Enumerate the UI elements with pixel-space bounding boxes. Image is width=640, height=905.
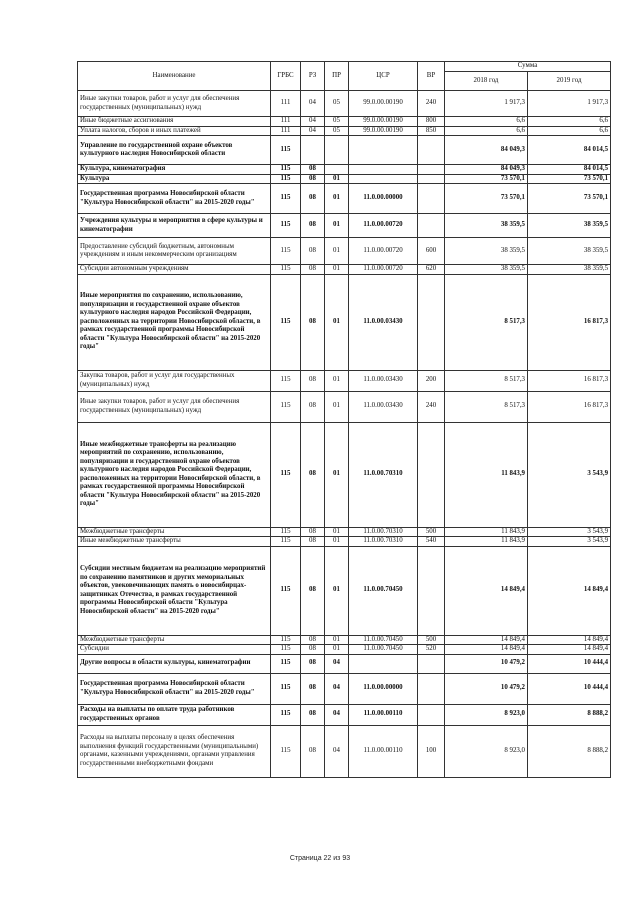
cell-pr: 01 [325, 635, 349, 645]
cell-name: Межбюджетные трансферты [78, 635, 271, 645]
cell-sum-2018: 84 049,3 [445, 165, 528, 175]
cell-name: Иные межбюджетные трансферты [78, 537, 271, 547]
cell-rz: 08 [301, 527, 325, 537]
cell-sum-2018: 11 843,9 [445, 422, 528, 527]
cell-csr [349, 174, 418, 184]
cell-grbs: 115 [271, 274, 301, 370]
cell-csr: 11.0.00.00110 [349, 725, 418, 777]
cell-vr [418, 422, 445, 527]
cell-sum-2019: 73 570,1 [528, 174, 611, 184]
table-row [78, 645, 611, 655]
cell-csr: 99.0.00.00190 [349, 117, 418, 127]
cell-grbs: 115 [271, 422, 301, 527]
cell-vr [418, 673, 445, 704]
cell-sum-2018: 8 517,3 [445, 391, 528, 422]
cell-pr: 01 [325, 645, 349, 655]
cell-name: Уплата налогов, сборов и иных платежей [78, 126, 271, 136]
cell-csr: 11.0.00.03430 [349, 370, 418, 391]
cell-vr: 850 [418, 126, 445, 136]
table-row [78, 527, 611, 537]
cell-rz: 08 [301, 654, 325, 673]
cell-sum-2019: 14 849,4 [528, 546, 611, 635]
cell-csr: 99.0.00.00190 [349, 91, 418, 117]
cell-vr [418, 654, 445, 673]
cell-name: Государственная программа Новосибирской области "Культура Новосибирской области" на 2015-2020 годы" [78, 673, 271, 704]
table-row [78, 265, 611, 275]
cell-grbs: 115 [271, 174, 301, 184]
cell-sum-2019: 8 888,2 [528, 704, 611, 725]
cell-csr: 11.0.00.00110 [349, 704, 418, 725]
cell-rz: 08 [301, 184, 325, 214]
table-row [78, 537, 611, 547]
cell-sum-2018: 84 049,3 [445, 136, 528, 165]
table-row [78, 391, 611, 422]
cell-grbs: 115 [271, 725, 301, 777]
cell-csr: 11.0.00.00720 [349, 214, 418, 238]
col-header-vr: ВР [418, 62, 445, 91]
cell-pr [325, 165, 349, 175]
cell-sum-2019: 16 817,3 [528, 274, 611, 370]
cell-sum-2019: 84 014,5 [528, 136, 611, 165]
table-row [78, 370, 611, 391]
cell-pr [325, 136, 349, 165]
cell-csr: 99.0.00.00190 [349, 126, 418, 136]
table-row [78, 91, 611, 117]
cell-csr: 11.0.00.00000 [349, 673, 418, 704]
cell-csr: 11.0.00.00720 [349, 265, 418, 275]
cell-csr: 11.0.00.00000 [349, 184, 418, 214]
cell-rz: 08 [301, 391, 325, 422]
cell-rz: 04 [301, 126, 325, 136]
cell-pr: 04 [325, 704, 349, 725]
cell-rz: 08 [301, 673, 325, 704]
cell-rz: 08 [301, 422, 325, 527]
cell-grbs: 111 [271, 126, 301, 136]
cell-csr [349, 136, 418, 165]
cell-name: Иные закупки товаров, работ и услуг для обеспечения государственных (муниципальных) нужд [78, 91, 271, 117]
cell-sum-2019: 38 359,5 [528, 238, 611, 265]
cell-pr: 01 [325, 238, 349, 265]
table-row [78, 546, 611, 635]
table-row [78, 274, 611, 370]
cell-grbs: 115 [271, 527, 301, 537]
cell-sum-2018: 38 359,5 [445, 265, 528, 275]
cell-grbs: 115 [271, 165, 301, 175]
cell-name: Учреждения культуры и мероприятия в сфере культуры и кинематографии [78, 214, 271, 238]
cell-vr: 100 [418, 725, 445, 777]
cell-sum-2019: 3 543,9 [528, 422, 611, 527]
cell-grbs: 115 [271, 136, 301, 165]
cell-vr: 200 [418, 370, 445, 391]
col-header-grbs: ГРБС [271, 62, 301, 91]
table-row [78, 214, 611, 238]
cell-grbs: 111 [271, 117, 301, 127]
cell-sum-2018: 8 517,3 [445, 274, 528, 370]
cell-name: Расходы на выплаты персоналу в целях обеспечения выполнения функций государственными (муниципальными) органами, казенными учреждениями, органами управления государственными внебюджетными фондами [78, 725, 271, 777]
cell-name: Иные закупки товаров, работ и услуг для обеспечения государственных (муниципальных) нужд [78, 391, 271, 422]
cell-grbs: 115 [271, 184, 301, 214]
cell-grbs: 115 [271, 214, 301, 238]
cell-sum-2018: 14 849,4 [445, 546, 528, 635]
cell-vr: 500 [418, 527, 445, 537]
cell-sum-2019: 8 888,2 [528, 725, 611, 777]
cell-pr: 04 [325, 654, 349, 673]
table-row [78, 635, 611, 645]
cell-name: Субсидии местным бюджетам на реализацию мероприятий по сохранению памятников и других мемориальных объектов, увековечивающих память о новосибирцах-защитниках Отечества, в рамках государственной программы Новосибирской области "Культура Новосибирской области" на 2015-2020 годы" [78, 546, 271, 635]
col-header-csr: ЦСР [349, 62, 418, 91]
cell-vr [418, 214, 445, 238]
cell-csr: 11.0.00.70450 [349, 645, 418, 655]
cell-name: Предоставление субсидий бюджетным, автономным учреждениям и иным некоммерческим организациям [78, 238, 271, 265]
cell-rz: 08 [301, 725, 325, 777]
cell-grbs: 111 [271, 91, 301, 117]
table-row [78, 422, 611, 527]
cell-pr: 01 [325, 422, 349, 527]
cell-csr: 11.0.00.70450 [349, 546, 418, 635]
cell-rz: 08 [301, 645, 325, 655]
cell-grbs: 115 [271, 537, 301, 547]
cell-rz: 08 [301, 546, 325, 635]
cell-vr [418, 165, 445, 175]
cell-vr: 540 [418, 537, 445, 547]
cell-vr [418, 174, 445, 184]
cell-sum-2018: 8 923,0 [445, 704, 528, 725]
table-row [78, 704, 611, 725]
cell-name: Субсидии автономным учреждениям [78, 265, 271, 275]
budget-table [77, 61, 611, 778]
cell-name: Иные межбюджетные трансферты на реализацию мероприятий по сохранению, использованию, популяризации и государственной охране объектов культурного наследия народов Российской Федерации, расположенных на территории Новосибирской области, в рамках государственной программы Новосибирской области "Культура Новосибирской области" на 2015-2020 годы" [78, 422, 271, 527]
cell-rz: 08 [301, 537, 325, 547]
cell-csr [349, 165, 418, 175]
cell-name: Иные мероприятия по сохранению, использованию, популяризации и государственной охране объектов культурного наследия народов Российской Федерации, расположенных на территории Новосибирской области, в рамках государственной программы Новосибирской области "Культура Новосибирской области" на 2015-2020 годы" [78, 274, 271, 370]
cell-csr: 11.0.00.03430 [349, 391, 418, 422]
table-row [78, 238, 611, 265]
cell-csr: 11.0.00.70450 [349, 635, 418, 645]
cell-grbs: 115 [271, 546, 301, 635]
cell-pr: 05 [325, 91, 349, 117]
cell-vr [418, 704, 445, 725]
cell-sum-2018: 1 917,3 [445, 91, 528, 117]
table-row [78, 725, 611, 777]
cell-sum-2018: 14 849,4 [445, 645, 528, 655]
cell-vr [418, 136, 445, 165]
cell-vr: 620 [418, 265, 445, 275]
cell-pr: 01 [325, 174, 349, 184]
cell-grbs: 115 [271, 391, 301, 422]
cell-sum-2019: 16 817,3 [528, 391, 611, 422]
cell-rz: 08 [301, 704, 325, 725]
cell-sum-2019: 73 570,1 [528, 184, 611, 214]
cell-sum-2019: 1 917,3 [528, 91, 611, 117]
table-body [78, 91, 611, 778]
cell-name: Расходы на выплаты по оплате труда работников государственных органов [78, 704, 271, 725]
table-row [78, 184, 611, 214]
cell-sum-2019: 3 543,9 [528, 537, 611, 547]
cell-sum-2018: 8 923,0 [445, 725, 528, 777]
table-row [78, 165, 611, 175]
col-header-name: Наименование [78, 62, 271, 91]
cell-sum-2018: 8 517,3 [445, 370, 528, 391]
cell-sum-2018: 6,6 [445, 117, 528, 127]
cell-grbs: 115 [271, 654, 301, 673]
budget-table-container [77, 61, 610, 778]
cell-sum-2018: 10 479,2 [445, 673, 528, 704]
cell-pr: 01 [325, 391, 349, 422]
cell-sum-2018: 10 479,2 [445, 654, 528, 673]
cell-csr: 11.0.00.70310 [349, 537, 418, 547]
table-row [78, 174, 611, 184]
cell-pr: 01 [325, 546, 349, 635]
cell-rz [301, 136, 325, 165]
col-header-rz: РЗ [301, 62, 325, 91]
cell-sum-2019: 84 014,5 [528, 165, 611, 175]
cell-sum-2018: 11 843,9 [445, 527, 528, 537]
cell-rz: 08 [301, 174, 325, 184]
cell-name: Государственная программа Новосибирской области "Культура Новосибирской области" на 2015-2020 годы" [78, 184, 271, 214]
cell-pr: 05 [325, 117, 349, 127]
cell-name: Культура, кинематография [78, 165, 271, 175]
cell-vr [418, 184, 445, 214]
cell-vr: 240 [418, 391, 445, 422]
cell-grbs: 115 [271, 704, 301, 725]
cell-rz: 08 [301, 370, 325, 391]
cell-sum-2019: 16 817,3 [528, 370, 611, 391]
cell-rz: 04 [301, 117, 325, 127]
page-number: Страница 22 из 93 [289, 855, 351, 862]
cell-rz: 08 [301, 635, 325, 645]
cell-sum-2018: 73 570,1 [445, 174, 528, 184]
cell-sum-2019: 6,6 [528, 126, 611, 136]
cell-rz: 08 [301, 165, 325, 175]
cell-grbs: 115 [271, 645, 301, 655]
cell-pr: 01 [325, 214, 349, 238]
cell-pr: 04 [325, 673, 349, 704]
cell-vr [418, 274, 445, 370]
cell-grbs: 115 [271, 265, 301, 275]
cell-pr: 05 [325, 126, 349, 136]
cell-sum-2018: 6,6 [445, 126, 528, 136]
cell-grbs: 115 [271, 370, 301, 391]
cell-rz: 08 [301, 214, 325, 238]
cell-vr: 600 [418, 238, 445, 265]
cell-rz: 04 [301, 91, 325, 117]
cell-grbs: 115 [271, 673, 301, 704]
cell-sum-2018: 11 843,9 [445, 537, 528, 547]
table-row [78, 673, 611, 704]
cell-pr: 01 [325, 265, 349, 275]
cell-name: Управление по государственной охране объектов культурного наследия Новосибирской области [78, 136, 271, 165]
cell-sum-2019: 38 359,5 [528, 214, 611, 238]
cell-csr: 11.0.00.70310 [349, 422, 418, 527]
cell-pr: 01 [325, 370, 349, 391]
cell-name: Иные бюджетные ассигнования [78, 117, 271, 127]
table-row [78, 126, 611, 136]
cell-sum-2018: 73 570,1 [445, 184, 528, 214]
cell-vr [418, 546, 445, 635]
cell-sum-2019: 3 543,9 [528, 527, 611, 537]
col-header-2019: 2019 год [528, 72, 611, 91]
cell-rz: 08 [301, 265, 325, 275]
cell-pr: 01 [325, 527, 349, 537]
cell-sum-2019: 14 849,4 [528, 635, 611, 645]
cell-name: Межбюджетные трансферты [78, 527, 271, 537]
table-row [78, 117, 611, 127]
col-header-pr: ПР [325, 62, 349, 91]
cell-pr: 01 [325, 274, 349, 370]
cell-sum-2019: 10 444,4 [528, 673, 611, 704]
cell-vr: 520 [418, 645, 445, 655]
cell-csr: 11.0.00.00720 [349, 238, 418, 265]
cell-pr: 04 [325, 725, 349, 777]
table-row [78, 136, 611, 165]
cell-vr: 240 [418, 91, 445, 117]
cell-vr: 500 [418, 635, 445, 645]
cell-csr: 11.0.00.70310 [349, 527, 418, 537]
cell-grbs: 115 [271, 238, 301, 265]
cell-name: Другие вопросы в области культуры, кинематографии [78, 654, 271, 673]
cell-name: Субсидии [78, 645, 271, 655]
cell-name: Культура [78, 174, 271, 184]
cell-rz: 08 [301, 274, 325, 370]
cell-sum-2018: 14 849,4 [445, 635, 528, 645]
cell-pr: 01 [325, 537, 349, 547]
cell-csr [349, 654, 418, 673]
cell-sum-2018: 38 359,5 [445, 214, 528, 238]
cell-grbs: 115 [271, 635, 301, 645]
cell-sum-2018: 38 359,5 [445, 238, 528, 265]
cell-rz: 08 [301, 238, 325, 265]
col-header-sum: Сумма [445, 62, 611, 72]
cell-pr: 01 [325, 184, 349, 214]
table-row [78, 654, 611, 673]
cell-vr: 800 [418, 117, 445, 127]
cell-sum-2019: 6,6 [528, 117, 611, 127]
cell-sum-2019: 14 849,4 [528, 645, 611, 655]
cell-csr: 11.0.00.03430 [349, 274, 418, 370]
col-header-2018: 2018 год [445, 72, 528, 91]
cell-sum-2019: 10 444,4 [528, 654, 611, 673]
cell-name: Закупка товаров, работ и услуг для государственных (муниципальных) нужд [78, 370, 271, 391]
cell-sum-2019: 38 359,5 [528, 265, 611, 275]
